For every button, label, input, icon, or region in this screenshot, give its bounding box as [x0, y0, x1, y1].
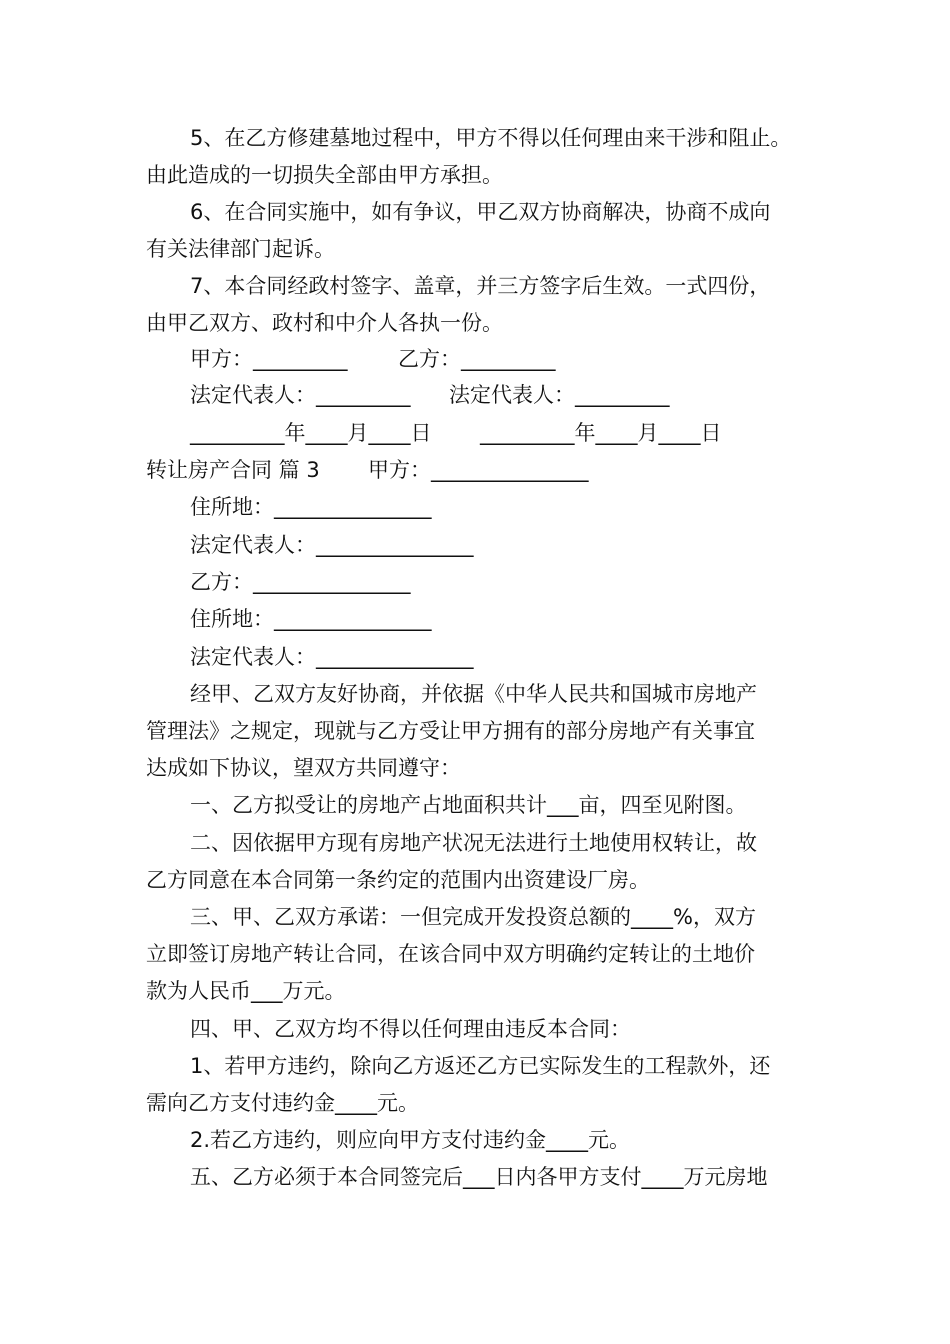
paragraph-line: 6、在合同实施中，如有争议，甲乙双方协商解决，协商不成向: [190, 200, 771, 224]
clause-line: 款为人民币___万元。: [146, 979, 346, 1003]
clause-line: 乙方同意在本合同第一条约定的范围内出资建设厂房。: [146, 868, 650, 892]
party-b-address-field: 住所地：_______________: [190, 607, 432, 631]
clause-line: 三、甲、乙双方承诺：一但完成开发投资总额的____%，双方: [190, 905, 756, 929]
clause-line: 1、若甲方违约，除向乙方返还乙方已实际发生的工程款外，还: [190, 1054, 771, 1078]
clause-line: 四、甲、乙双方均不得以任何理由违反本合同：: [190, 1017, 631, 1041]
party-a-date: _________年____月____日: [190, 421, 432, 445]
paragraph-line: 由此造成的一切损失全部由甲方承担。: [146, 163, 503, 187]
party-b-signature: 乙方：_________: [398, 347, 556, 371]
paragraph-line: 有关法律部门起诉。: [146, 237, 335, 261]
party-b-representative-field: 法定代表人：_______________: [190, 645, 474, 669]
party-a-signature: 甲方：_________: [190, 347, 348, 371]
paragraph-line: 达成如下协议，望双方共同遵守：: [146, 756, 461, 780]
party-a-field: 甲方：_______________: [368, 458, 589, 482]
party-b-field: 乙方：_______________: [190, 570, 411, 594]
clause-line: 立即签订房地产转让合同，在该合同中双方明确约定转让的土地价: [146, 942, 755, 966]
section-title: 转让房产合同 篇 3: [146, 458, 320, 482]
paragraph-line: 由甲乙双方、政村和中介人各执一份。: [146, 311, 503, 335]
paragraph-line: 5、在乙方修建墓地过程中，甲方不得以任何理由来干涉和阻止。: [190, 126, 792, 150]
party-a-address-field: 住所地：_______________: [190, 495, 432, 519]
clause-line: 五、乙方必须于本合同签完后___日内各甲方支付____万元房地: [190, 1165, 768, 1189]
clause-line: 2.若乙方违约，则应向甲方支付违约金____元。: [190, 1128, 631, 1152]
paragraph-line: 7、本合同经政村签字、盖章，并三方签字后生效。一式四份，: [190, 274, 771, 298]
clause-line: 一、乙方拟受让的房地产占地面积共计___亩，四至见附图。: [190, 793, 747, 817]
document-page: [146, 0, 826, 1344]
clause-line: 需向乙方支付违约金____元。: [146, 1091, 419, 1115]
paragraph-line: 经甲、乙双方友好协商，并依据《中华人民共和国城市房地产: [190, 682, 757, 706]
clause-line: 二、因依据甲方现有房地产状况无法进行土地使用权转让，故: [190, 831, 757, 855]
party-a-representative: 法定代表人：_________: [190, 383, 411, 407]
party-b-date: _________年____月____日: [480, 421, 722, 445]
party-b-representative: 法定代表人：_________: [449, 383, 670, 407]
paragraph-line: 管理法》之规定，现就与乙方受让甲方拥有的部分房地产有关事宜: [146, 719, 755, 743]
party-a-representative-field: 法定代表人：_______________: [190, 533, 474, 557]
